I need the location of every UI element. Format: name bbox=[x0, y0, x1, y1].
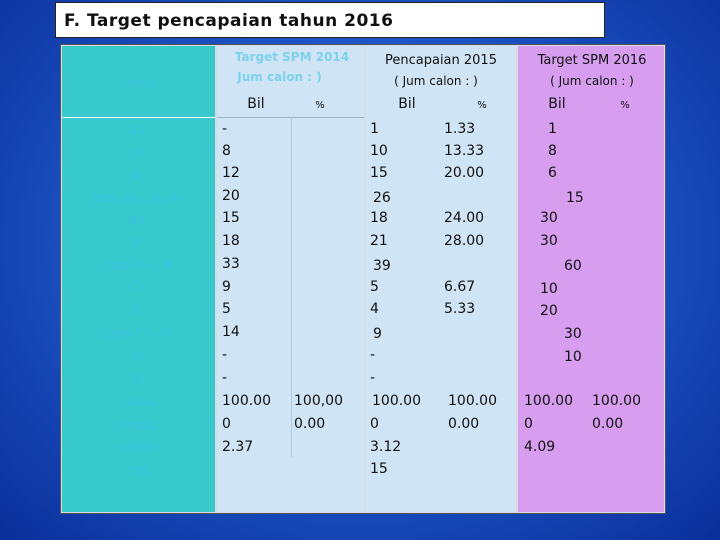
cell-2016-bil: 8 bbox=[548, 143, 557, 159]
grade-label: Lulus bbox=[120, 395, 157, 409]
grade-label: D bbox=[133, 349, 144, 363]
header-2015-pct: % bbox=[477, 100, 487, 111]
grade-label: C+ bbox=[129, 280, 148, 294]
cell-2014-bil: - bbox=[222, 121, 228, 137]
grade-label: E bbox=[134, 372, 143, 386]
cell-2014-bil: 100.00 bbox=[222, 393, 271, 409]
cell-2014-bil: 20 bbox=[222, 188, 240, 204]
cell-2015-bil: 15 bbox=[370, 165, 388, 181]
header-2016-line2: ( Jum calon : ) bbox=[550, 74, 634, 88]
cell-2016-bil: 0 bbox=[524, 416, 533, 432]
grade-label: Jum B+, B bbox=[105, 258, 172, 272]
cell-2015-bil: - bbox=[370, 347, 376, 363]
cell-2016-pct: 10 bbox=[564, 349, 582, 365]
grade-label: TH bbox=[129, 464, 148, 478]
col-divider-2014 bbox=[291, 117, 292, 457]
cell-2016-bil: 100.00 bbox=[524, 393, 573, 409]
grade-label: Jum A+, A, A- bbox=[93, 191, 184, 205]
title-box bbox=[55, 2, 605, 38]
cell-2014-bil: 33 bbox=[222, 256, 240, 272]
cell-2015-bil: 100.00 bbox=[372, 393, 421, 409]
cell-2015-bil: 4 bbox=[370, 301, 379, 317]
grade-header: Gred bbox=[122, 76, 155, 90]
cell-2014-bil: - bbox=[222, 370, 228, 386]
grade-label: B+ bbox=[128, 213, 149, 227]
cell-2014-bil: 5 bbox=[222, 301, 231, 317]
grade-label: GPMP bbox=[118, 441, 159, 455]
cell-2015-pct: 100.00 bbox=[448, 393, 497, 409]
header-2014-pct: % bbox=[315, 100, 325, 111]
cell-2014-bil: 2.37 bbox=[222, 439, 254, 455]
cell-2015-pct: 20.00 bbox=[444, 165, 485, 181]
header-2015-bil: Bil bbox=[398, 96, 416, 112]
cell-2014-pct: 0.00 bbox=[294, 416, 326, 432]
cell-2015-pct: 13.33 bbox=[444, 143, 485, 159]
cell-2015-pct: 24.00 bbox=[444, 210, 485, 226]
header-2016-bil: Bil bbox=[548, 96, 566, 112]
cell-2015-bil: 21 bbox=[370, 233, 388, 249]
cell-2014-bil: 0 bbox=[222, 416, 231, 432]
cell-2015-bil: 26 bbox=[373, 190, 391, 206]
cell-2016-bil: 1 bbox=[548, 121, 557, 137]
cell-2014-bil: 9 bbox=[222, 279, 231, 295]
cell-2015-pct: 1.33 bbox=[444, 121, 476, 137]
grade-label: Gagal bbox=[119, 418, 158, 432]
cell-2015-bil: 15 bbox=[370, 461, 388, 477]
cell-2016-pct: 30 bbox=[564, 326, 582, 342]
cell-2015-bil: 9 bbox=[373, 326, 382, 342]
header-2014-line2: Jum calon : ) bbox=[237, 70, 322, 84]
cell-2015-pct: 28.00 bbox=[444, 233, 485, 249]
cell-2016-bil: 30 bbox=[540, 233, 558, 249]
cell-2016-bil: 20 bbox=[540, 303, 558, 319]
header-2016-line1: Target SPM 2016 bbox=[537, 53, 647, 68]
cell-2016-bil: 6 bbox=[548, 165, 557, 181]
cell-2016-bil: 30 bbox=[540, 210, 558, 226]
cell-2014-bil: 18 bbox=[222, 233, 240, 249]
header-divider bbox=[62, 117, 215, 118]
cell-2014-bil: 12 bbox=[222, 165, 240, 181]
grade-label: Jum C+, C bbox=[105, 326, 172, 340]
header-2015-line2: ( Jum calon : ) bbox=[394, 74, 478, 88]
cell-2015-bil: - bbox=[370, 370, 376, 386]
header-2015-line1: Pencapaian 2015 bbox=[385, 53, 497, 68]
cell-2014-bil: 15 bbox=[222, 210, 240, 226]
header-2014-line1: Target SPM 2014 bbox=[234, 50, 350, 64]
grade-label: C bbox=[134, 303, 143, 317]
cell-2016-bil: 10 bbox=[540, 281, 558, 297]
cell-2014-pct: 100,00 bbox=[294, 393, 343, 409]
cell-2016-bil: 4.09 bbox=[524, 439, 556, 455]
slide-title: F. Target pencapaian tahun 2016 bbox=[64, 11, 394, 31]
cell-2016-pct: 100.00 bbox=[592, 393, 641, 409]
grade-label: A bbox=[133, 146, 144, 160]
cell-2016-pct: 0.00 bbox=[592, 416, 624, 432]
cell-2015-bil: 3.12 bbox=[370, 439, 402, 455]
grade-label: B bbox=[133, 235, 144, 249]
cell-2015-pct: 6.67 bbox=[444, 279, 476, 295]
cell-2016-pct: 15 bbox=[566, 190, 584, 206]
cell-2015-bil: 1 bbox=[370, 121, 379, 137]
cell-2016-pct: 60 bbox=[564, 258, 582, 274]
cell-2015-pct: 5.33 bbox=[444, 301, 476, 317]
cell-2014-bil: - bbox=[222, 347, 228, 363]
grade-label: A+ bbox=[128, 124, 149, 138]
cell-2015-bil: 39 bbox=[373, 258, 391, 274]
cell-2014-bil: 8 bbox=[222, 143, 231, 159]
cell-2015-bil: 18 bbox=[370, 210, 388, 226]
cell-2015-bil: 0 bbox=[370, 416, 379, 432]
cell-2015-bil: 10 bbox=[370, 143, 388, 159]
header-2014-bil: Bil bbox=[247, 96, 265, 112]
grade-label: A- bbox=[131, 168, 146, 182]
header-2016-pct: % bbox=[620, 100, 630, 111]
cell-2015-pct: 0.00 bbox=[448, 416, 480, 432]
cell-2014-bil: 14 bbox=[222, 324, 240, 340]
cell-2015-bil: 5 bbox=[370, 279, 379, 295]
